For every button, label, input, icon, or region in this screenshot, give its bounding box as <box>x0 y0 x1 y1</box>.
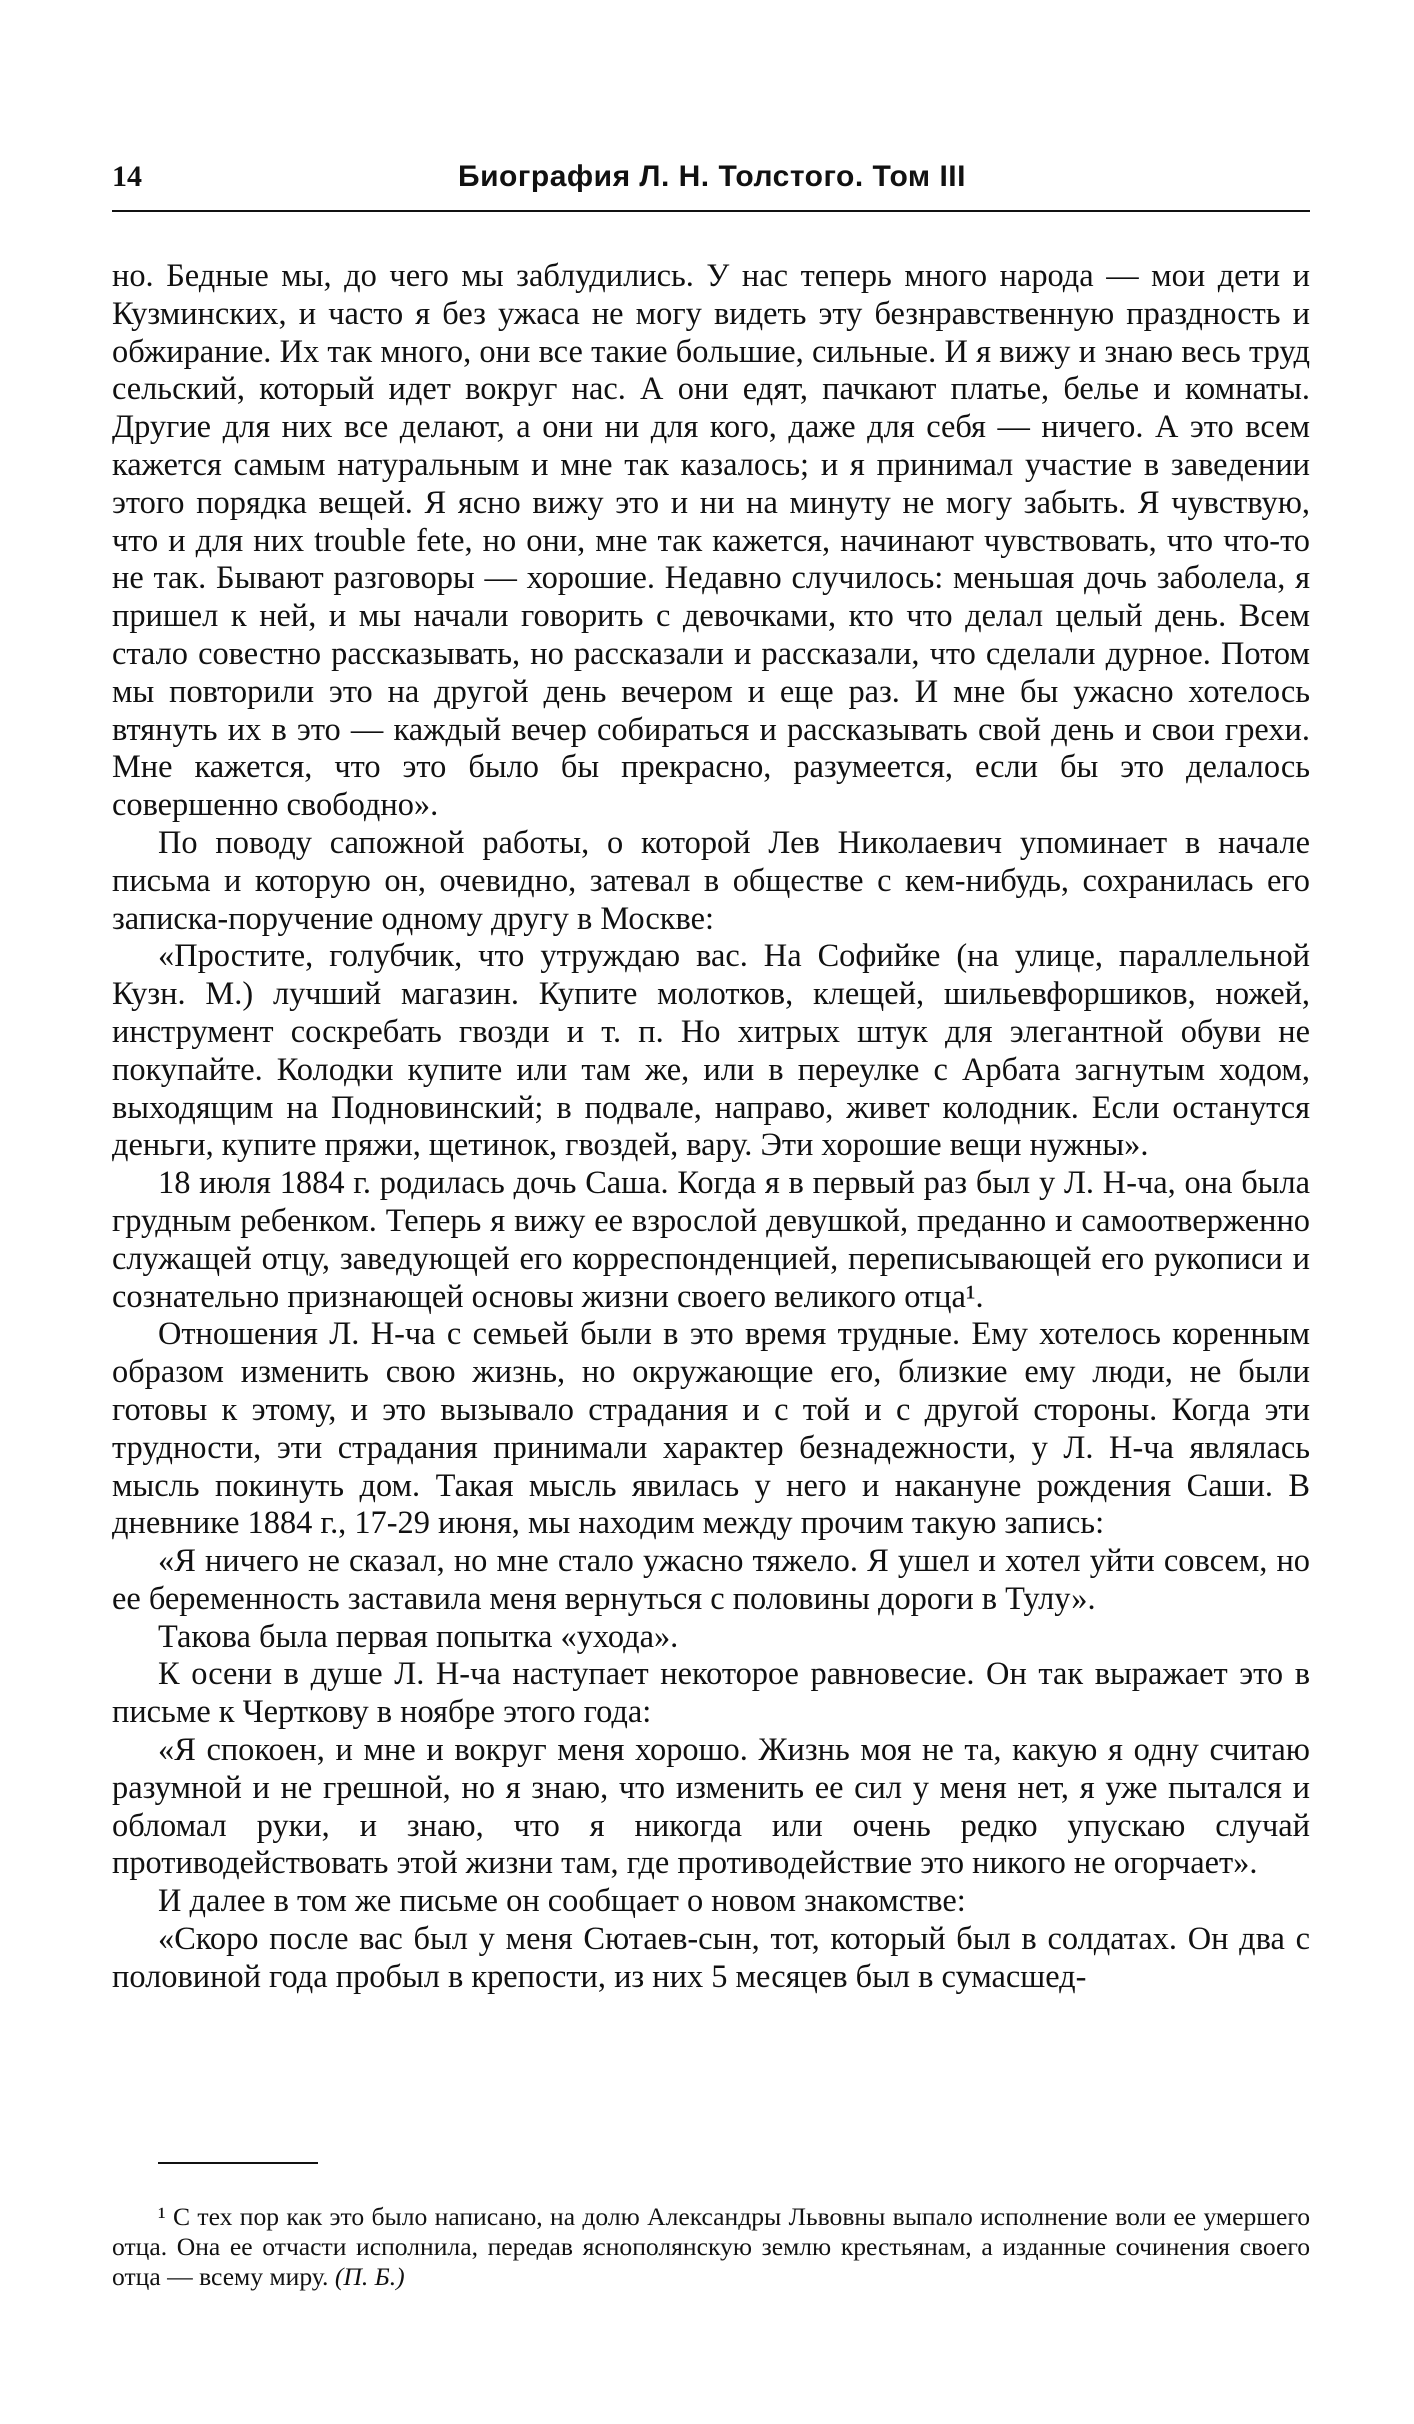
main-text <box>112 258 1310 1997</box>
running-title: Биография Л. Н. Толстого. Том III <box>458 160 966 193</box>
header-rule <box>112 210 1310 212</box>
paragraph-3: «Простите, голубчик, что утруждаю вас. На Софийке (на улице, параллельной Кузн. М.) лучший магазин. Купите молотков, клещей, шильевфоршиков, ножей, инструмент соскребать гвозди и т. п. Но хитрых штук для элегантной обуви не покупайте. Колодки купите или там же, или в переулке с Арбата загнутым ходом, выходящим на Подновинский; в подвале, направо, живет колодник. Если останутся деньги, купите пряжи, щетинок, гвоздей, вару. Эти хорошие вещи нужны». <box>112 938 1310 1164</box>
paragraph-7: Такова была первая попытка «ухода». <box>158 1618 679 1655</box>
paragraph-9: «Я спокоен, и мне и вокруг меня хорошо. Жизнь моя не та, какую я одну считаю разумной и не грешной, но я знаю, что изменить ее сил у меня нет, я уже пытался и обломал руки, и знаю, что я никогда или очень редко упускаю случай противодействовать этой жизни там, где противодействие это никого не огорчает». <box>112 1732 1310 1882</box>
footnote-rule <box>158 2162 318 2164</box>
footnotes <box>112 2202 1310 2292</box>
footnote-source: (П. Б.) <box>334 2262 405 2291</box>
footnote-1 <box>112 2202 1310 2292</box>
paragraph-11: «Скоро после вас был у меня Сютаев-сын, тот, который был в солдатах. Он два с половиной года пробыл в крепости, из них 5 месяцев был в сумасшед- <box>112 1921 1310 1995</box>
paragraph-5: Отношения Л. Н-ча с семьей были в это время трудные. Ему хотелось коренным образом изменить свою жизнь, но окружающие его, близкие ему люди, не были готовы к этому, и это вызывало страдания и с той и с другой стороны. Когда эти трудности, эти страдания принимали характер безнадежности, у Л. Н-ча являлась мысль покинуть дом. Такая мысль явилась у него и накануне рождения Саши. В дневнике 1884 г., 17-29 июня, мы находим между прочим такую запись: <box>112 1316 1310 1542</box>
footnote-text: ¹ С тех пор как это было написано, на долю Александры Львовны выпало исполнение воли ее умершего отца. Она ее отчасти исполнила, передав яснополянскую землю крестьянам, а изданные сочинения своего отца — всему миру. <box>112 2202 1310 2291</box>
paragraph-4: 18 июля 1884 г. родилась дочь Саша. Когда я в первый раз был у Л. Н-ча, она была грудным ребенком. Теперь я вижу ее взрослой девушкой, преданно и самоотверженно служащей отцу, заведующей его корреспонденцией, переписывающей его рукописи и сознательно признающей основы жизни своего великого отца¹. <box>112 1165 1310 1315</box>
paragraph-10: И далее в том же письме он сообщает о новом знакомстве: <box>158 1883 966 1920</box>
page-header <box>112 150 1312 200</box>
paragraph-8: К осени в душе Л. Н-ча наступает некоторое равновесие. Он так выражает это в письме к Черткову в ноябре этого года: <box>112 1656 1310 1731</box>
paragraph-1: но. Бедные мы, до чего мы заблудились. У нас теперь много народа — мои дети и Кузминских, и часто я без ужаса не могу видеть эту безнравственную праздность и обжирание. Их так много, они все такие большие, сильные. И я вижу и знаю весь труд сельский, который идет вокруг нас. А они едят, пачкают платье, белье и комнаты. Другие для них все делают, а они ни для кого, даже для себя — ничего. А это всем кажется самым натуральным и мне так казалось; и я принимал участие в заведении этого порядка вещей. Я ясно вижу это и ни на минуту не могу забыть. Я чувствую, что и для них trouble fete, но они, мне так кажется, начинают чувствовать, что что-то не так. Бывают разговоры — хорошие. Недавно случилось: меньшая дочь заболела, я пришел к ней, и мы начали говорить с девочками, кто что делал целый день. Всем стало совестно рассказывать, но рассказали и рассказали, что сделали дурное. Потом мы повторили это на другой день вечером и еще раз. И мне бы ужасно хотелось втянуть их в это — каждый вечер собираться и рассказывать свой день и свои грехи. Мне кажется, что это было бы прекрасно, разумеется, если бы это делалось совершенно свободно». <box>112 258 1310 824</box>
page-number: 14 <box>112 160 142 193</box>
paragraph-6: «Я ничего не сказал, но мне стало ужасно тяжело. Я ушел и хотел уйти совсем, но ее беременность заставила меня вернуться с половины дороги в Тулу». <box>112 1543 1310 1617</box>
paragraph-2: По поводу сапожной работы, о которой Лев Николаевич упоминает в начале письма и которую он, очевидно, затевал в обществе с кем-нибудь, сохранилась его записка-поручение одному другу в Москве: <box>112 824 1310 937</box>
